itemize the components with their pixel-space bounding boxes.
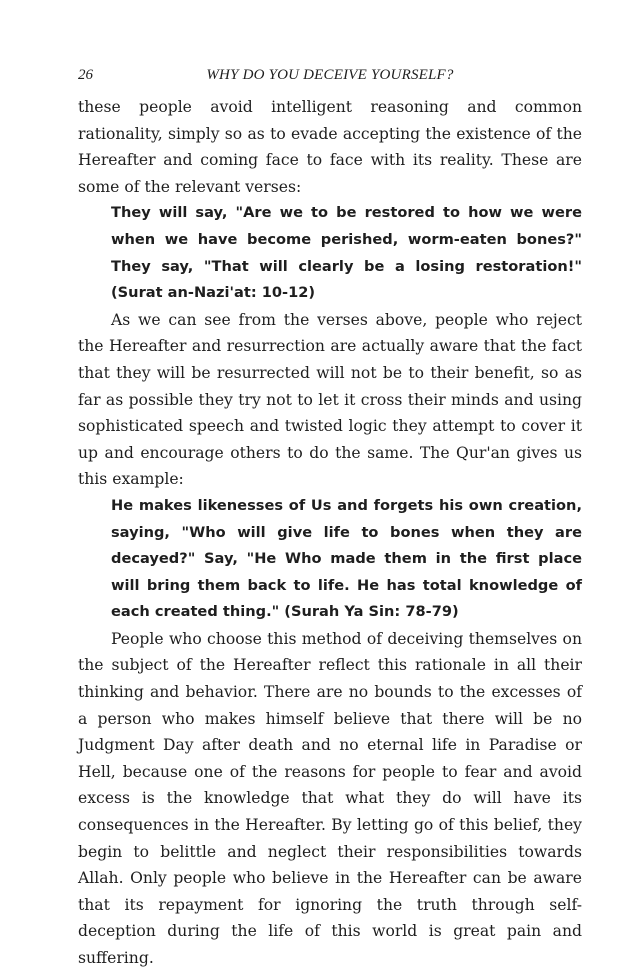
page-number: 26 bbox=[78, 67, 93, 83]
paragraph-1: these people avoid intelligent reasoning and common rationality, simply so as to evade accepting the existence of the Hereafter and coming face to face with its reality. These are some of the relevant verses: bbox=[78, 98, 582, 196]
paragraph-3: People who choose this method of deceiving themselves on the subject of the Hereafter reflect this rationale in all their thinking and behavior. There are no bounds to the excesses of a person who makes himself believe that there will be no Judgment Day after death and no eternal life in Paradise or Hell, because one of the reasons for people to fear and avoid excess is the knowledge that what they do will have its consequences in the Hereafter. By letting go of this belief, they begin to belittle and neglect their responsibilities towards Allah. Only people who believe in the Hereafter can be aware that its repayment for ignoring the truth through self-deception during the life of this world is great pain and suffering. bbox=[78, 629, 582, 967]
verse-quote-1: They will say, "Are we to be restored to how we were when we have become perished, worm-eaten bones?" They say, "That will clearly be a losing restoration!" (Surat an-Nazi'at: 10-12) bbox=[111, 204, 582, 302]
running-title: WHY DO YOU DECEIVE YOURSELF? bbox=[206, 67, 454, 83]
paragraph-2: As we can see from the verses above, people who reject the Hereafter and resurrection are actually aware that the fact that they will be resurrected will not be to their benefit, so as far as possible they try not to let it cross their minds and using sophisticated speech and twisted logic they attempt to cover it up and encourage others to do the same. The Qur'an gives us this example: bbox=[78, 310, 582, 489]
page-header bbox=[78, 64, 582, 86]
verse-quote-2: He makes likenesses of Us and forgets his own creation, saying, "Who will give life to bones when they are decayed?" Say, "He Who made them in the first place will bring them back to life. He has total knowledge of each created thing." (Surah Ya Sin: 78-79) bbox=[111, 496, 582, 621]
body-text bbox=[78, 94, 582, 972]
